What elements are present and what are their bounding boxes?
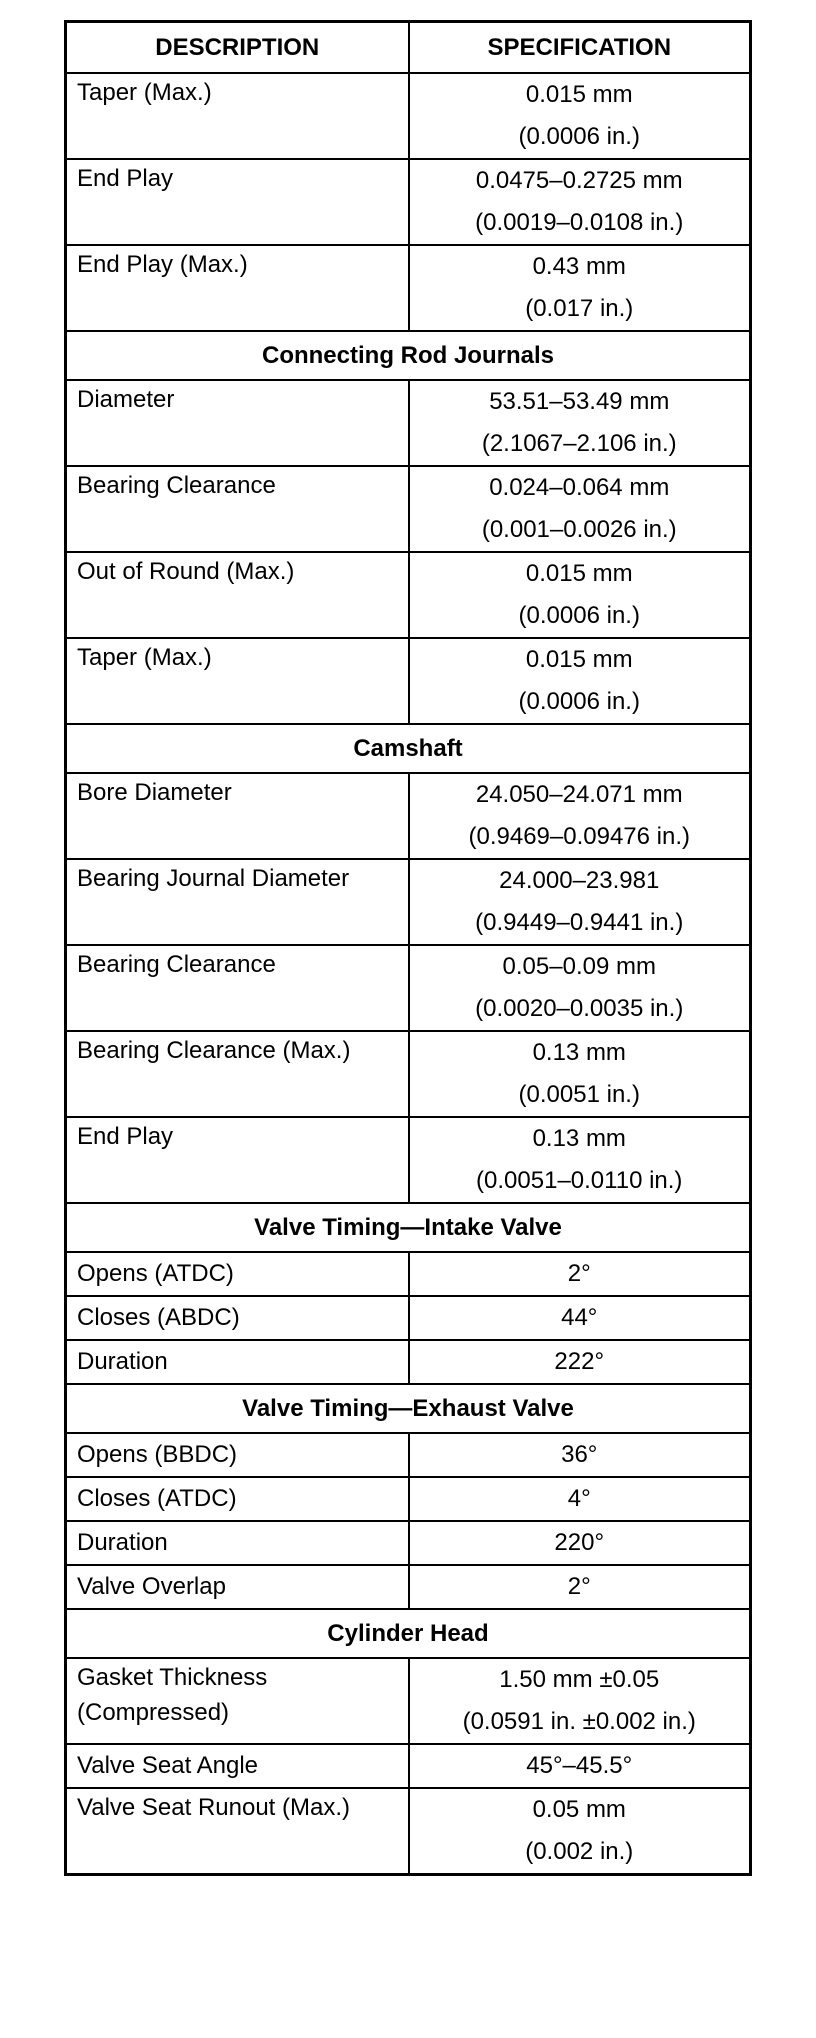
specification-cell: 0.015 mm (0.0006 in.): [409, 73, 751, 159]
specification-cell: 36°: [409, 1433, 751, 1477]
description-column-header: DESCRIPTION: [66, 22, 409, 74]
table-row: [66, 159, 751, 245]
specification-cell: 24.050–24.071 mm (0.9469–0.09476 in.): [409, 773, 751, 859]
description-cell: Gasket Thickness (Compressed): [66, 1658, 409, 1744]
table-row: [66, 466, 751, 552]
description-cell: Bearing Clearance: [66, 466, 409, 552]
section-header-row: [66, 1384, 751, 1433]
description-cell: Closes (ATDC): [66, 1477, 409, 1521]
specification-cell: 222°: [409, 1340, 751, 1384]
specification-table: [64, 20, 752, 1876]
table-row: [66, 380, 751, 466]
table-row: [66, 1117, 751, 1203]
description-cell: End Play: [66, 159, 409, 245]
specification-cell: 0.13 mm (0.0051 in.): [409, 1031, 751, 1117]
specification-cell: 0.43 mm (0.017 in.): [409, 245, 751, 331]
description-cell: Bearing Clearance (Max.): [66, 1031, 409, 1117]
description-cell: Bore Diameter: [66, 773, 409, 859]
section-title-connecting-rod-journals: Connecting Rod Journals: [66, 331, 751, 380]
description-cell: Bearing Journal Diameter: [66, 859, 409, 945]
description-cell: Closes (ABDC): [66, 1296, 409, 1340]
specification-cell: 0.024–0.064 mm (0.001–0.0026 in.): [409, 466, 751, 552]
table-row: [66, 638, 751, 724]
description-cell: Taper (Max.): [66, 638, 409, 724]
section-title-camshaft: Camshaft: [66, 724, 751, 773]
table-row: [66, 1433, 751, 1477]
specification-cell: 0.05 mm (0.002 in.): [409, 1788, 751, 1875]
description-cell: Valve Overlap: [66, 1565, 409, 1609]
table-row: [66, 1521, 751, 1565]
table-row: [66, 1477, 751, 1521]
section-title-intake-valve-timing: Valve Timing—Intake Valve: [66, 1203, 751, 1252]
description-cell: Duration: [66, 1340, 409, 1384]
section-header-row: [66, 1609, 751, 1658]
description-cell: Diameter: [66, 380, 409, 466]
description-cell: Valve Seat Angle: [66, 1744, 409, 1788]
table-row: [66, 1296, 751, 1340]
specification-cell: 0.015 mm (0.0006 in.): [409, 552, 751, 638]
table-row: [66, 1031, 751, 1117]
description-cell: Taper (Max.): [66, 73, 409, 159]
table-row: [66, 73, 751, 159]
section-header-row: [66, 1203, 751, 1252]
specification-cell: 4°: [409, 1477, 751, 1521]
specification-cell: 220°: [409, 1521, 751, 1565]
specification-cell: 44°: [409, 1296, 751, 1340]
specification-cell: 53.51–53.49 mm (2.1067–2.106 in.): [409, 380, 751, 466]
description-cell: Valve Seat Runout (Max.): [66, 1788, 409, 1875]
specification-cell: 0.05–0.09 mm (0.0020–0.0035 in.): [409, 945, 751, 1031]
specification-cell: 45°–45.5°: [409, 1744, 751, 1788]
section-title-cylinder-head: Cylinder Head: [66, 1609, 751, 1658]
table-row: [66, 859, 751, 945]
description-cell: Out of Round (Max.): [66, 552, 409, 638]
table-row: [66, 245, 751, 331]
section-title-exhaust-valve-timing: Valve Timing—Exhaust Valve: [66, 1384, 751, 1433]
table-row: [66, 1565, 751, 1609]
description-cell: End Play (Max.): [66, 245, 409, 331]
description-cell: Opens (BBDC): [66, 1433, 409, 1477]
specification-cell: 24.000–23.981 (0.9449–0.9441 in.): [409, 859, 751, 945]
specification-cell: 2°: [409, 1252, 751, 1296]
description-cell: Bearing Clearance: [66, 945, 409, 1031]
table-row: [66, 1252, 751, 1296]
table-row: [66, 1340, 751, 1384]
specification-cell: 0.015 mm (0.0006 in.): [409, 638, 751, 724]
description-cell: Duration: [66, 1521, 409, 1565]
table-row: [66, 552, 751, 638]
table-row: [66, 1744, 751, 1788]
description-cell: End Play: [66, 1117, 409, 1203]
table-row: [66, 1658, 751, 1744]
specification-cell: 0.13 mm (0.0051–0.0110 in.): [409, 1117, 751, 1203]
specification-cell: 1.50 mm ±0.05 (0.0591 in. ±0.002 in.): [409, 1658, 751, 1744]
specification-cell: 2°: [409, 1565, 751, 1609]
specification-cell: 0.0475–0.2725 mm (0.0019–0.0108 in.): [409, 159, 751, 245]
table-header-row: [66, 22, 751, 74]
description-cell: Opens (ATDC): [66, 1252, 409, 1296]
table-row: [66, 945, 751, 1031]
section-header-row: [66, 724, 751, 773]
table-row: [66, 773, 751, 859]
section-header-row: [66, 331, 751, 380]
table-row: [66, 1788, 751, 1875]
specification-column-header: SPECIFICATION: [409, 22, 751, 74]
